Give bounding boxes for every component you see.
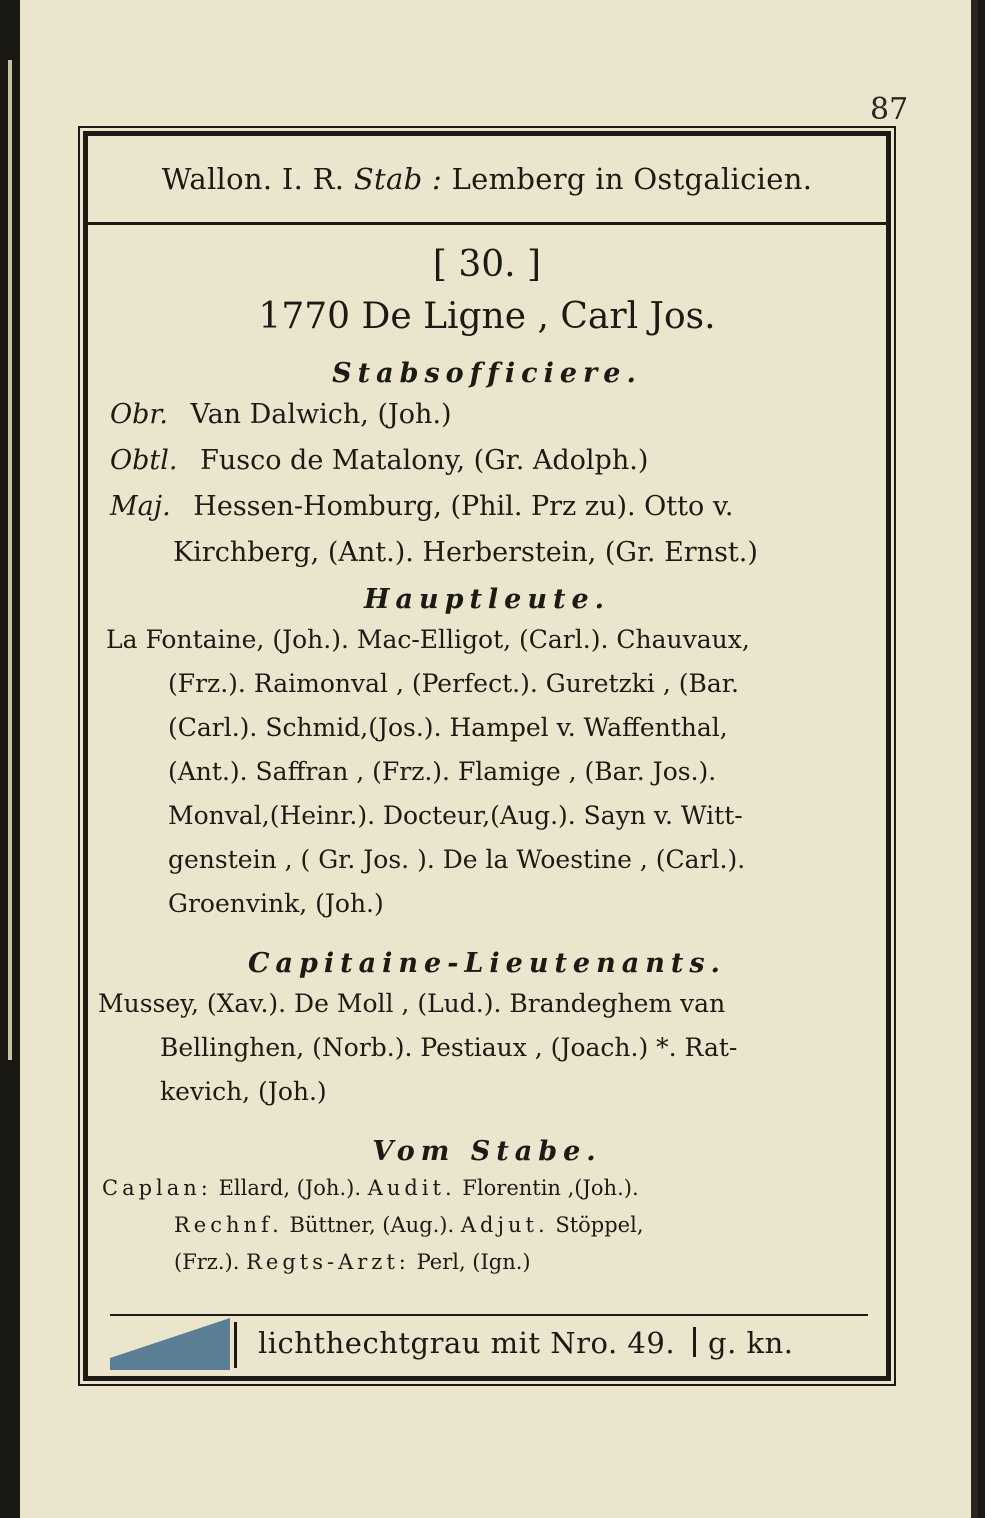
hauptleute-heading: Hauptleute.	[363, 584, 611, 615]
page-edge	[971, 0, 978, 1518]
book-page	[20, 0, 978, 1518]
button-color: g. kn.	[708, 1326, 794, 1360]
list-item: Bellinghen, (Norb.). Pestiaux , (Joach.) *. Rat-	[160, 1033, 738, 1062]
maj-row	[110, 484, 733, 529]
rechnf-name: Büttner, (Aug.).	[289, 1213, 455, 1237]
footer-divider	[234, 1322, 237, 1368]
vom-stabe-heading: Vom Stabe.	[372, 1136, 602, 1167]
regiment-frame	[83, 131, 891, 1381]
arzt-label: Regts-Arzt:	[246, 1250, 410, 1274]
list-item	[102, 1170, 644, 1207]
footer-separator	[693, 1327, 696, 1357]
maj-rank: Maj.	[110, 491, 171, 522]
hauptleute-list	[106, 618, 750, 926]
maj-names-line1: Hessen-Homburg, (Phil. Prz zu). Otto v.	[193, 491, 734, 522]
list-item: Mussey, (Xav.). De Moll , (Lud.). Brandeghem van	[98, 989, 726, 1018]
rechnf-label: Rechnf.	[174, 1213, 283, 1237]
list-item: genstein , ( Gr. Jos. ). De la Woestine , (Carl.).	[168, 845, 746, 874]
list-item	[102, 1207, 644, 1244]
adjut-name-continued: (Frz.).	[174, 1250, 240, 1274]
list-item: Monval,(Heinr.). Docteur,(Aug.). Sayn v. Witt-	[168, 801, 743, 830]
arzt-name: Perl, (Ign.)	[416, 1250, 531, 1274]
capitaine-lieutenants-list	[98, 982, 737, 1114]
footer-rule	[110, 1314, 868, 1316]
footer-flag	[110, 1318, 230, 1358]
uniform-footer	[258, 1326, 794, 1360]
obtl-names: Fusco de Matalony, (Gr. Adolph.)	[200, 445, 649, 476]
obtl-row	[110, 438, 648, 483]
capitaine-lieutenants-heading: Capitaine-Lieutenants.	[248, 948, 726, 979]
caplan-name: Ellard, (Joh.).	[218, 1176, 361, 1200]
stab-label: Stab :	[353, 162, 443, 196]
stabsofficiere-heading: Stabsofficiere.	[332, 358, 642, 389]
list-item: Groenvink, (Joh.)	[168, 889, 384, 918]
list-item: (Frz.). Raimonval , (Perfect.). Guretzki , (Bar.	[168, 669, 739, 698]
adjut-label: Adjut.	[460, 1213, 549, 1237]
adjut-name: Stöppel,	[555, 1213, 644, 1237]
station: Lemberg in Ostgalicien.	[451, 162, 813, 196]
regiment-chief: 1770 De Ligne , Carl Jos.	[258, 296, 716, 337]
regiment-name: Wallon. I. R.	[161, 162, 345, 196]
list-item: kevich, (Joh.)	[160, 1077, 327, 1106]
obr-rank: Obr.	[110, 399, 168, 430]
list-item: (Ant.). Saffran , (Frz.). Flamige , (Bar. Jos.).	[168, 757, 717, 786]
audit-label: Audit.	[367, 1176, 456, 1200]
regiment-header	[88, 136, 886, 225]
vom-stabe-list	[102, 1170, 644, 1281]
maj-names-line2: Kirchberg, (Ant.). Herberstein, (Gr. Ernst.)	[173, 537, 758, 568]
regiment-number: [ 30. ]	[432, 244, 542, 285]
footer-flag-base	[110, 1358, 230, 1370]
list-item	[102, 1244, 644, 1281]
left-page-strip	[0, 0, 20, 1518]
obr-names: Van Dalwich, (Joh.)	[190, 399, 452, 430]
facing-color: lichthechtgrau mit Nro. 49.	[258, 1326, 676, 1360]
caplan-label: Caplan:	[102, 1176, 212, 1200]
maj-row-continued	[173, 530, 758, 575]
obtl-rank: Obtl.	[110, 445, 178, 476]
left-page-edge	[8, 60, 12, 1060]
obr-row	[110, 392, 452, 437]
audit-name: Florentin ,(Joh.).	[462, 1176, 639, 1200]
list-item: La Fontaine, (Joh.). Mac-Elligot, (Carl.). Chauvaux,	[106, 625, 750, 654]
page-number: 87	[870, 92, 909, 127]
list-item: (Carl.). Schmid,(Jos.). Hampel v. Waffenthal,	[168, 713, 728, 742]
